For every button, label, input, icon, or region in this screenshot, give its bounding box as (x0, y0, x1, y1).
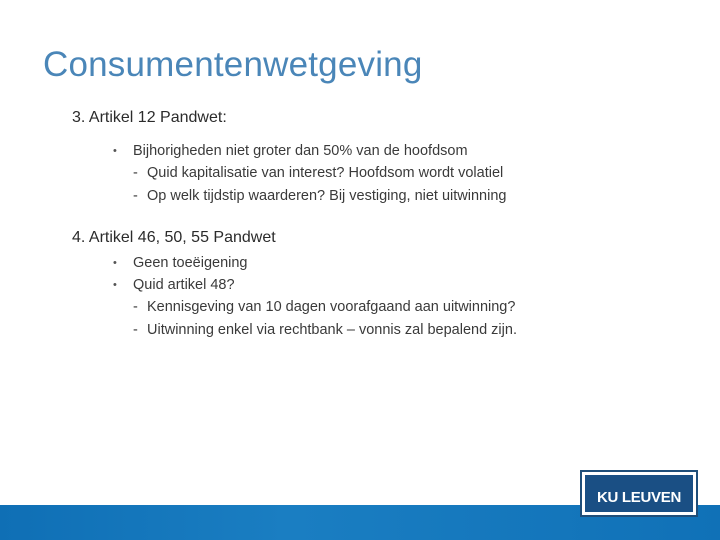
section-heading: 4. Artikel 46, 50, 55 Pandwet (72, 229, 276, 246)
sub-item-text: Op welk tijdstip waarderen? Bij vestiging, niet uitwinning (147, 188, 507, 204)
bullet-item (113, 252, 517, 274)
bullet-item (113, 140, 506, 162)
slide-title: Consumentenwetgeving (43, 45, 423, 84)
section-artikel-12 (72, 108, 506, 208)
sub-item (133, 185, 506, 208)
sub-item-text: Uitwinning enkel via rechtbank – vonnis zal bepalend zijn. (147, 322, 517, 338)
bullet-list (113, 252, 517, 342)
dash-icon: - (133, 188, 138, 204)
bullet-text: Bijhorigheden niet groter dan 50% van de hoofdsom (133, 143, 468, 159)
bullet-text: Geen toeëigening (133, 255, 248, 271)
sub-item (133, 319, 517, 342)
ku-leuven-logo (580, 470, 698, 517)
dash-icon: - (133, 299, 138, 315)
bullet-item (113, 274, 517, 296)
bullet-text: Quid artikel 48? (133, 277, 235, 293)
bullet-icon: • (113, 257, 117, 269)
bullet-icon: • (113, 145, 117, 157)
bullet-icon: • (113, 279, 117, 291)
logo-background (585, 475, 693, 512)
sub-item-text: Quid kapitalisatie van interest? Hoofdsom wordt volatiel (147, 165, 504, 181)
sub-item-text: Kennisgeving van 10 dagen voorafgaand aan uitwinning? (147, 299, 516, 315)
sub-item (133, 296, 517, 319)
section-artikel-46-50-55 (72, 228, 517, 342)
dash-icon: - (133, 165, 138, 181)
bullet-list (113, 140, 507, 208)
sub-item (133, 162, 506, 185)
logo-text: KU LEUVEN (597, 489, 681, 506)
dash-icon: - (133, 322, 138, 338)
section-heading: 3. Artikel 12 Pandwet: (72, 109, 227, 126)
